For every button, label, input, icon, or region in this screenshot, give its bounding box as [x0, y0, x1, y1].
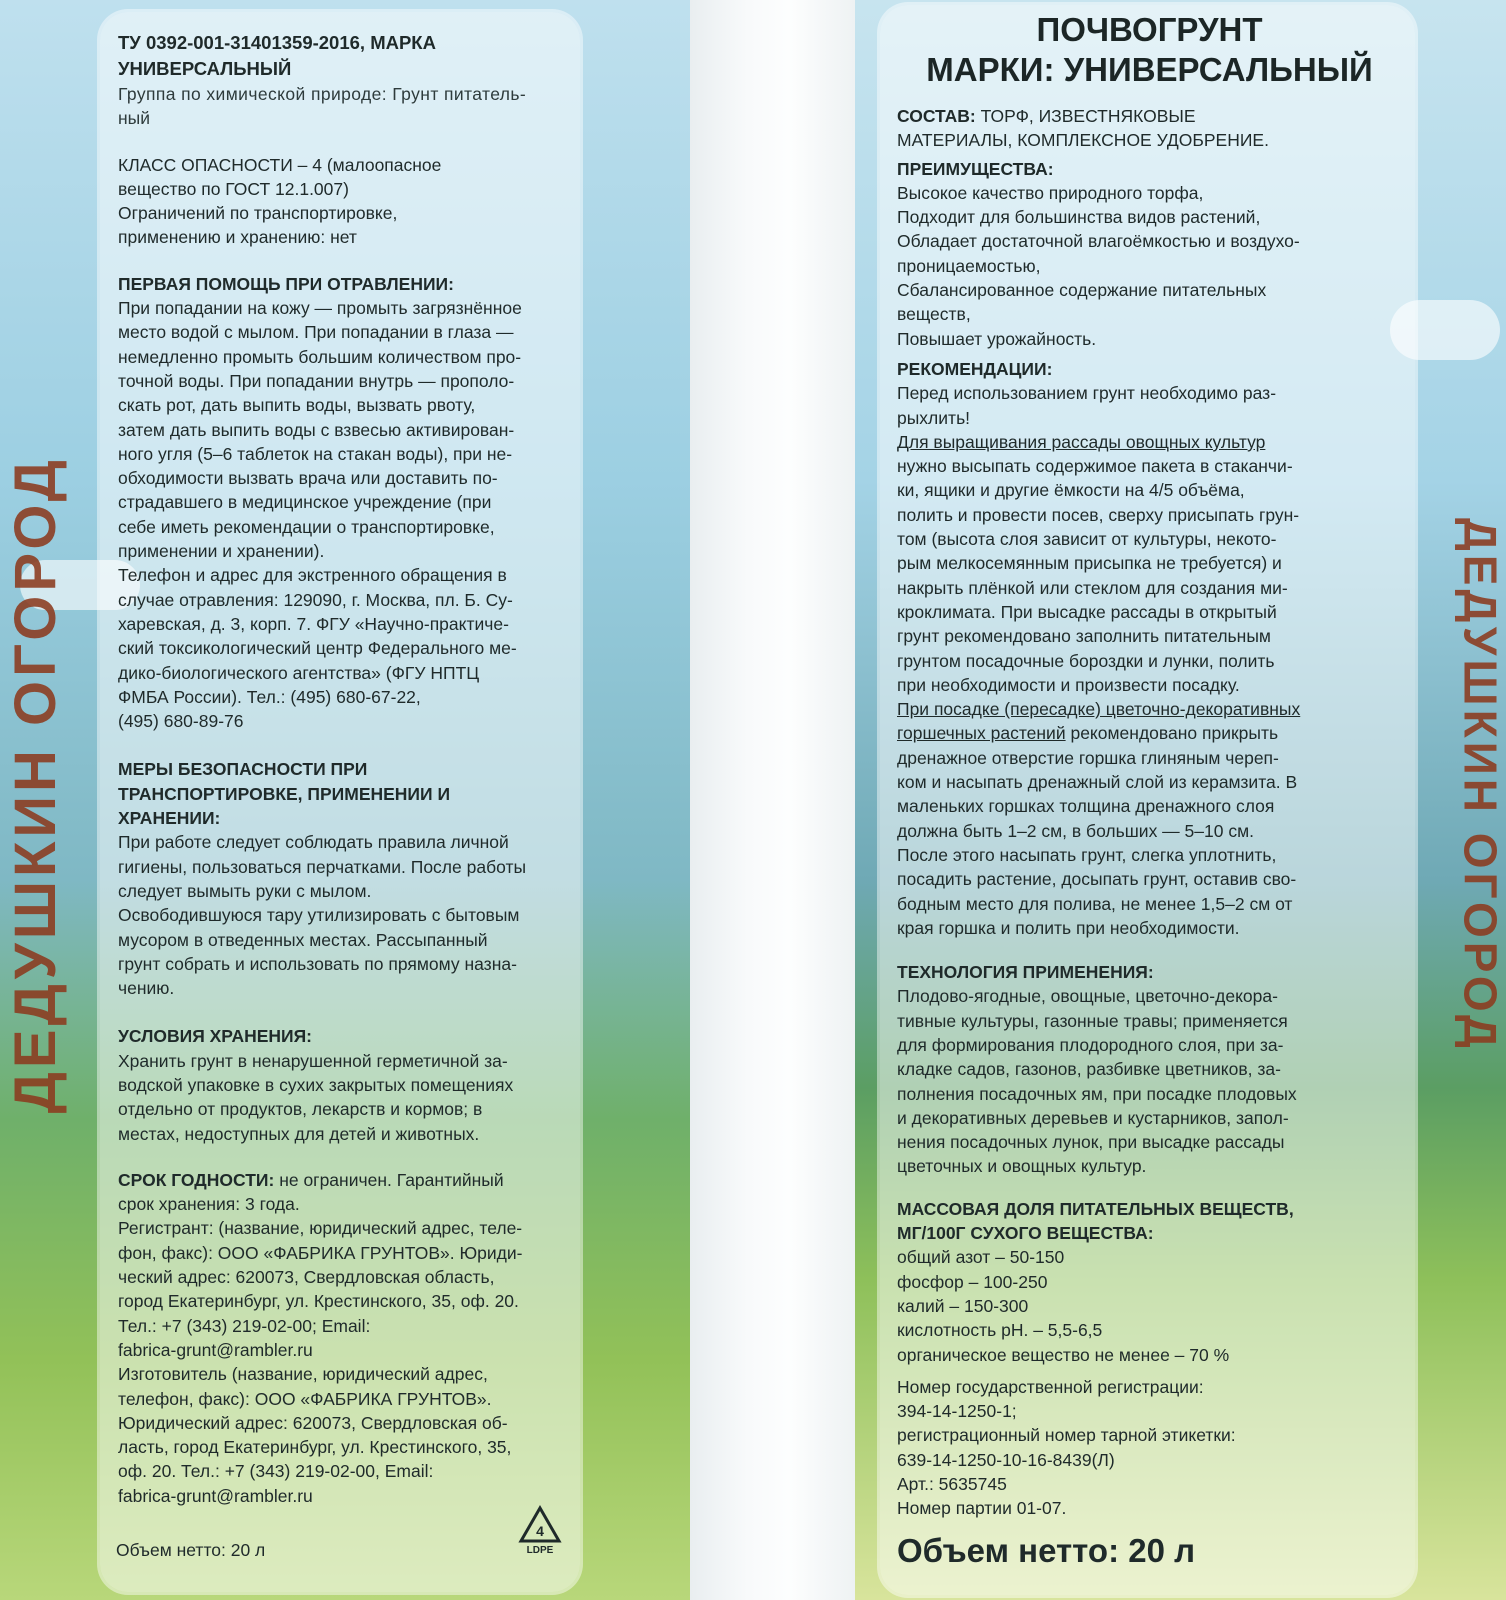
text-line: нения посадочных лунок, при высадке рассады — [897, 1132, 1285, 1153]
article-number: Арт.: 5635745 — [897, 1474, 1007, 1495]
recommendations-heading: РЕКОМЕНДАЦИИ: — [897, 358, 1053, 379]
text-line: ФМБА России). Тел.: (495) 680-67-22, — [118, 686, 421, 707]
text-line: чению. — [118, 978, 175, 999]
recycle-number: 4 — [536, 1523, 544, 1539]
potted-subheading: При посадке (пересадке) цветочно-декоративных — [897, 699, 1301, 720]
text-line: Хранить грунт в ненарушенной герметичной за- — [118, 1050, 508, 1071]
recycle-symbol — [518, 1505, 562, 1561]
text-line: мусором в отведенных местах. Рассыпанный — [118, 929, 488, 950]
safety-heading: ТРАНСПОРТИРОВКЕ, ПРИМЕНЕНИИ И — [118, 783, 451, 804]
hazard-section — [118, 153, 576, 250]
hazard-line: КЛАСС ОПАСНОСТИ – 4 (малоопасное — [118, 154, 442, 175]
shelf-life-section — [118, 1168, 576, 1508]
nutrient-line: общий азот – 50-150 — [897, 1247, 1065, 1268]
recycle-icon — [518, 1505, 562, 1545]
text-line: отдельно от продуктов, лекарств и кормов; в — [118, 1099, 483, 1120]
spec-line: УНИВЕРСАЛЬНЫЙ — [118, 58, 292, 79]
text-line: тивные культуры, газонные травы; применяется — [897, 1010, 1288, 1031]
right-text-column — [897, 10, 1402, 1569]
text-line: скать рот, дать выпить воды, вызвать рвоту, — [118, 395, 476, 416]
text-line: срок хранения: 3 года. — [118, 1194, 300, 1215]
text-line: Плодово-ягодные, овощные, цветочно-декора- — [897, 986, 1278, 1007]
text-line: страдавшего в медицинское учреждение (при — [118, 492, 492, 513]
text-line: случае отравления: 129090, г. Москва, пл. Б. Су- — [118, 589, 513, 610]
first-aid-heading: ПЕРВАЯ ПОМОЩЬ ПРИ ОТРАВЛЕНИИ: — [118, 273, 454, 294]
seedlings-subheading: Для выращивания рассады овощных культур — [897, 431, 1266, 452]
text-line: бодным место для полива, не менее 1,5–2 см от — [897, 893, 1293, 914]
text-line: накрыть плёнкой или стеклом для создания ми- — [897, 577, 1288, 598]
text-line: Перед использованием грунт необходимо раз- — [897, 383, 1277, 404]
text-line: при необходимости и произвести посадку. — [897, 674, 1240, 695]
composition-line: МАТЕРИАЛЫ, КОМПЛЕКСНОЕ УДОБРЕНИЕ. — [897, 130, 1269, 151]
nutrient-line: калий – 150-300 — [897, 1295, 1029, 1316]
nutrient-line: кислотность pH. – 5,5-6,5 — [897, 1320, 1103, 1341]
nutrient-line: органическое вещество не менее – 70 % — [897, 1344, 1230, 1365]
net-volume-right: Объем нетто: 20 л — [897, 1531, 1196, 1569]
email-text: fabrica-grunt@rambler.ru — [118, 1339, 313, 1360]
text-line: полить и провести посев, сверху присыпать грун- — [897, 504, 1300, 525]
text-line: гигиены, пользоваться перчатками. После работы — [118, 856, 527, 877]
text-line: обходимости вызвать врача или доставить по- — [118, 468, 498, 489]
text-line: затем дать выпить воды с взвесью активирован- — [118, 419, 515, 440]
text-line: ного угля (5–6 таблеток на стакан воды), при не- — [118, 443, 513, 464]
text-line: ский токсикологический центр Федерального ме- — [118, 638, 517, 659]
text-line: (495) 680-89-76 — [118, 711, 244, 732]
hazard-line: применению и хранению: нет — [118, 227, 357, 248]
text-line: При работе следует соблюдать правила личной — [118, 832, 509, 853]
text-line: фон, факс): ООО «ФАБРИКА ГРУНТОВ». Юриди- — [118, 1242, 523, 1263]
composition-heading: СОСТАВ: — [897, 106, 976, 126]
text-line: Подходит для большинства видов растений, — [897, 207, 1261, 228]
text-line: Юридический адрес: 620073, Свердловская об- — [118, 1412, 508, 1433]
text-line: Высокое качество природного торфа, — [897, 182, 1204, 203]
safety-heading: МЕРЫ БЕЗОПАСНОСТИ ПРИ — [118, 759, 368, 780]
email-text: fabrica-grunt@rambler.ru — [118, 1485, 313, 1506]
text-line: Повышает урожайность. — [897, 328, 1097, 349]
text-line: ческий адрес: 620073, Свердловская область, — [118, 1267, 495, 1288]
text-line: телефон, факс): ООО «ФАБРИКА ГРУНТОВ». — [118, 1388, 492, 1409]
text-line: грунт собрать и использовать по прямому назна- — [118, 953, 517, 974]
recycle-caption: LDPE — [526, 1545, 554, 1556]
text-line: оф. 20. Тел.: +7 (343) 219-02-00, Email: — [118, 1461, 434, 1482]
text-line: должна быть 1–2 см, в больших — 5–10 см. — [897, 820, 1254, 841]
left-text-column — [118, 30, 576, 1508]
group-line: Группа по химической природе: Грунт питатель- — [118, 84, 527, 104]
first-aid-section — [118, 272, 576, 734]
hazard-line: Ограничений по транспортировке, — [118, 203, 398, 224]
text-line: Освободившуюся тару утилизировать с бытовым — [118, 905, 520, 926]
text-line: полнения посадочных ям, при посадке плодовых — [897, 1083, 1297, 1104]
potted-subheading: горшечных растений — [897, 723, 1066, 744]
spec-line: ТУ 0392-001-31401359-2016, МАРКА — [118, 32, 436, 53]
net-volume-left: Объем нетто: 20 л — [116, 1540, 266, 1560]
shelf-life-heading: СРОК ГОДНОСТИ: — [118, 1169, 275, 1190]
composition-line — [897, 104, 1402, 128]
text-line: и декоративных деревьев и кустарников, запол- — [897, 1107, 1289, 1128]
text-line: После этого насыпать грунт, слегка уплотнить, — [897, 844, 1277, 865]
text-line: том (высота слоя зависит от культуры, некото- — [897, 529, 1277, 550]
text-line: Сбалансированное содержание питательных — [897, 280, 1267, 301]
text-line: Регистрант: (название, юридический адрес, теле- — [118, 1218, 523, 1239]
shelf-life-value: не ограничен. Гарантийный — [274, 1169, 504, 1190]
registration-line: регистрационный номер тарной этикетки: — [897, 1425, 1236, 1446]
brand-vertical-text: ДЕДУШКИН ОГОРОД — [2, 456, 68, 1114]
text-line: водской упаковке в сухих закрытых помещениях — [118, 1074, 514, 1095]
text-line: грунт рекомендовано заполнить питательным — [897, 626, 1271, 647]
hazard-line: вещество по ГОСТ 12.1.007) — [118, 178, 349, 199]
registration-line: 639-14-1250-10-16-8439(Л) — [897, 1449, 1115, 1470]
registration-line: 394-14-1250-1; — [897, 1401, 1017, 1422]
storage-heading: УСЛОВИЯ ХРАНЕНИЯ: — [118, 1026, 313, 1047]
nutrients-heading: МАССОВАЯ ДОЛЯ ПИТАТЕЛЬНЫХ ВЕЩЕСТВ, — [897, 1198, 1294, 1219]
advantages-heading: ПРЕИМУЩЕСТВА: — [897, 158, 1054, 179]
potted-text: рекомендовано прикрыть — [1065, 723, 1279, 744]
storage-section — [118, 1024, 576, 1145]
text-line: посадить растение, досыпать грунт, оставив сво- — [897, 869, 1297, 890]
batch-number: Номер партии 01-07. — [897, 1498, 1067, 1519]
text-line: дренажное отверстие горшка глиняным череп- — [897, 747, 1279, 768]
text-line: кроклимата. При высадке рассады в открытый — [897, 601, 1277, 622]
bag-seam — [690, 0, 855, 1600]
text-line: рыхлить! — [897, 407, 971, 428]
group-line: ный — [118, 108, 151, 129]
safety-section — [118, 757, 576, 1000]
text-line: ки, ящики и другие ёмкости на 4/5 объёма, — [897, 480, 1245, 501]
text-line: для формирования плодородного слоя, при за- — [897, 1034, 1284, 1055]
text-line: немедленно промыть большим количеством про- — [118, 346, 522, 367]
potted-line — [897, 721, 1402, 745]
product-subtitle: МАРКИ: УНИВЕРСАЛЬНЫЙ — [926, 51, 1373, 88]
brand-vertical-text-right: ДЕДУШКИН ОГОРОД — [1454, 518, 1506, 1052]
text-line: проницаемостью, — [897, 255, 1041, 276]
technology-heading: ТЕХНОЛОГИЯ ПРИМЕНЕНИЯ: — [897, 962, 1154, 983]
text-line: нужно высыпать содержимое пакета в стаканчи- — [897, 456, 1293, 477]
shelf-life-line — [118, 1168, 576, 1192]
text-line: Тел.: +7 (343) 219-02-00; Email: — [118, 1315, 371, 1336]
text-line: город Екатеринбург, ул. Крестинского, 35, оф. 20. — [118, 1291, 519, 1312]
composition-value: ТОРФ, ИЗВЕСТНЯКОВЫЕ — [975, 106, 1196, 126]
text-line: рым мелкосемянным присыпка не требуется) и — [897, 553, 1282, 574]
text-line: маленьких горшках толщина дренажного слоя — [897, 796, 1275, 817]
nutrients-heading: МГ/100Г СУХОГО ВЕЩЕСТВА: — [897, 1223, 1154, 1244]
text-line: харевская, д. 3, корп. 7. ФГУ «Научно-практиче- — [118, 613, 509, 634]
product-title: ПОЧВОГРУНТ — [1036, 11, 1263, 48]
text-line: точной воды. При попадании внутрь — прополо- — [118, 370, 515, 391]
text-line: Обладает достаточной влагоёмкостью и воздухо- — [897, 231, 1300, 252]
text-line: цветочных и овощных культур. — [897, 1156, 1147, 1177]
text-line: местах, недоступных для детей и животных. — [118, 1123, 480, 1144]
text-line: себе иметь рекомендации о транспортировке, — [118, 516, 495, 537]
text-line: ласть, город Екатеринбург, ул. Крестинского, 35, — [118, 1437, 512, 1458]
text-line: дико-биологического агентства» (ФГУ НПТЦ — [118, 662, 480, 683]
text-line: следует вымыть руки с мылом. — [118, 880, 372, 901]
text-line: Изготовитель (название, юридический адрес, — [118, 1364, 488, 1385]
text-line: При попадании на кожу — промыть загрязнённое — [118, 298, 522, 319]
side-band-right — [1455, 120, 1506, 1450]
text-line: Телефон и адрес для экстренного обращения в — [118, 565, 507, 586]
registration-line: Номер государственной регистрации: — [897, 1376, 1204, 1397]
safety-heading: ХРАНЕНИИ: — [118, 808, 221, 829]
text-line: грунтом посадочные бороздки и лунки, полить — [897, 650, 1275, 671]
text-line: применении и хранении). — [118, 541, 325, 562]
text-line: края горшка и полить при необходимости. — [897, 917, 1240, 938]
text-line: кладке садов, газонов, разбивке цветников, за- — [897, 1059, 1281, 1080]
text-line: место водой с мылом. При попадании в глаза — — [118, 322, 514, 343]
nutrient-line: фосфор – 100-250 — [897, 1271, 1048, 1292]
side-band-left — [0, 120, 70, 1450]
text-line: веществ, — [897, 304, 971, 325]
text-line: ком и насыпать дренажный слой из керамзита. В — [897, 772, 1298, 793]
